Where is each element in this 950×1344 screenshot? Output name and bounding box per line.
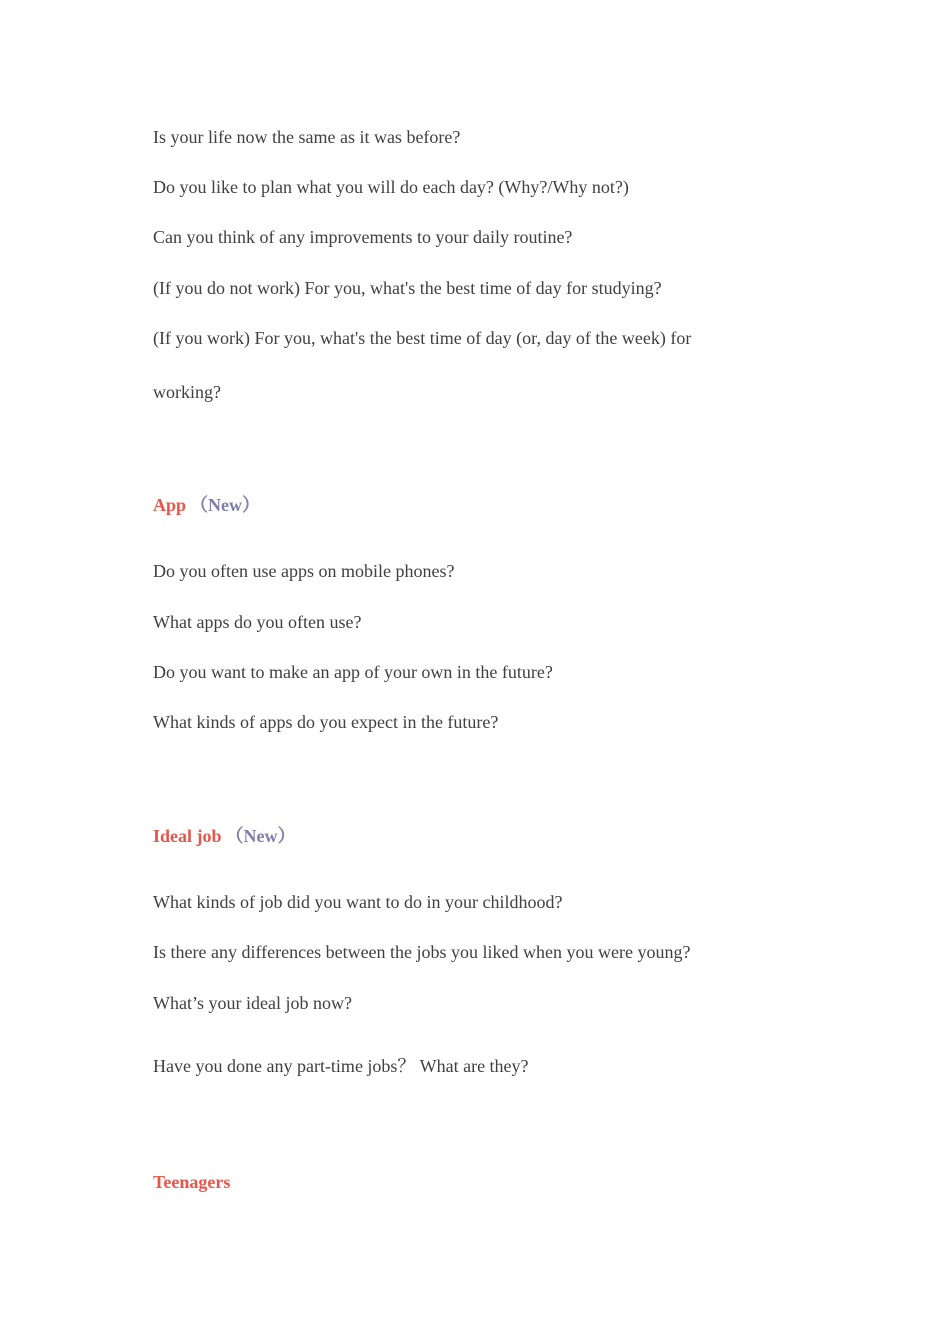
question-text: What kinds of apps do you expect in the future? [153,712,499,732]
question-text: Do you want to make an app of your own in the future? [153,662,553,682]
question-text: What kinds of job did you want to do in your childhood? [153,892,563,912]
section-title: App [153,495,187,515]
section-heading [153,494,260,516]
section-title: Teenagers [153,1172,231,1192]
question-text: Is your life now the same as it was before? [153,127,461,147]
question-text: (If you do not work) For you, what's the best time of day for studying? [153,278,662,298]
section-title: Ideal job [153,826,222,846]
question-text: What apps do you often use? [153,612,362,632]
section-heading [153,825,296,847]
question-text: Do you often use apps on mobile phones? [153,561,455,581]
question-text: Is there any differences between the jobs you liked when you were young? [153,942,691,962]
section-heading [153,1171,230,1193]
question-text: (If you work) For you, what's the best time of day (or, day of the week) for [153,328,692,348]
question-text: Have you done any part-time jobs？ What are they? [153,1056,529,1076]
question-text: What’s your ideal job now? [153,993,352,1013]
question-text: working? [153,382,221,402]
question-text: Can you think of any improvements to your daily routine? [153,227,573,247]
new-tag: （New） [225,826,296,846]
new-tag: （New） [190,495,261,515]
question-text: Do you like to plan what you will do each day? (Why?/Why not?) [153,177,629,197]
